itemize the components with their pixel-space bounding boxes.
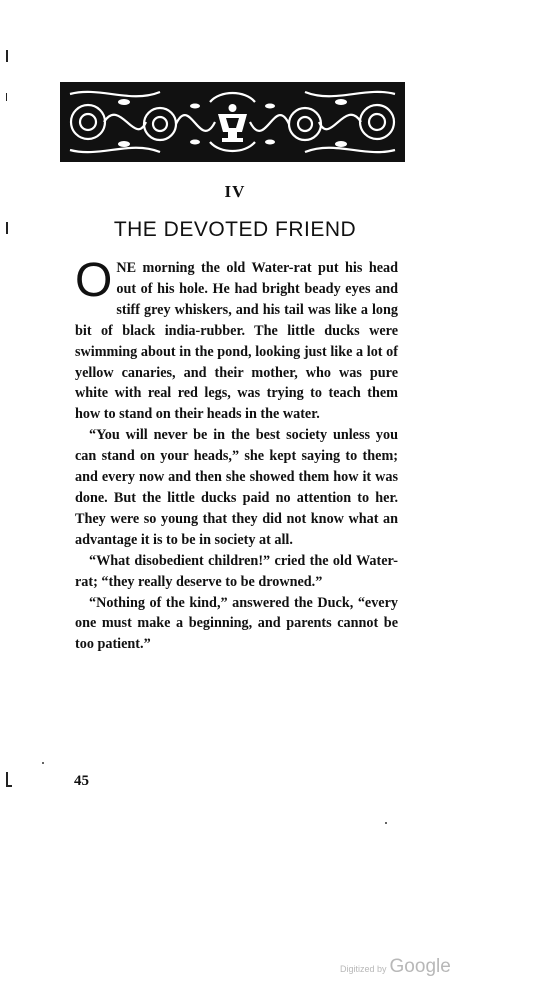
watermark-prefix: Digitized by (340, 964, 387, 974)
page-number: 45 (74, 773, 89, 789)
speck (42, 762, 44, 764)
watermark-brand: Google (389, 956, 451, 977)
digitized-watermark (340, 956, 451, 978)
paragraph-text: morning the old Water-rat put his head out of his hole. He had bright beady eyes and stiff grey whiskers, and his tail was like a long bit of black india-rubber. The little ducks were swimming about in the pond, looking just like a lot of yellow canaries, and their mother, who was pure white with real red legs, was trying to teach them how to stand on their heads in the water. (75, 260, 398, 423)
paragraph (75, 254, 398, 425)
paragraph: “Nothing of the kind,” answered the Duck, “every one must make a beginning, and parents cannot be too patient.” (75, 594, 398, 653)
margin-mark (6, 772, 8, 786)
margin-mark (6, 50, 8, 62)
drop-cap: O (75, 254, 113, 307)
chapter-title: THE DEVOTED FRIEND (113, 218, 357, 241)
margin-mark (6, 222, 8, 234)
chapter-number: IV (224, 182, 246, 201)
first-word-rest: NE (116, 260, 137, 276)
margin-mark (6, 93, 7, 101)
decorative-headpiece (60, 82, 405, 162)
paragraph: “What disobedient children!” cried the old Water-rat; “they really deserve to be drowned.” (75, 552, 398, 590)
speck (385, 822, 387, 824)
margin-mark (6, 785, 12, 787)
paragraph: “You will never be in the best society unless you can stand on your heads,” she kept saying to them; and every now and then she showed them how it was done. But the little ducks paid no attention to her. They were so young that they did not know what an advantage it is to be in society at all. (75, 427, 398, 548)
chapter-body (75, 254, 398, 655)
